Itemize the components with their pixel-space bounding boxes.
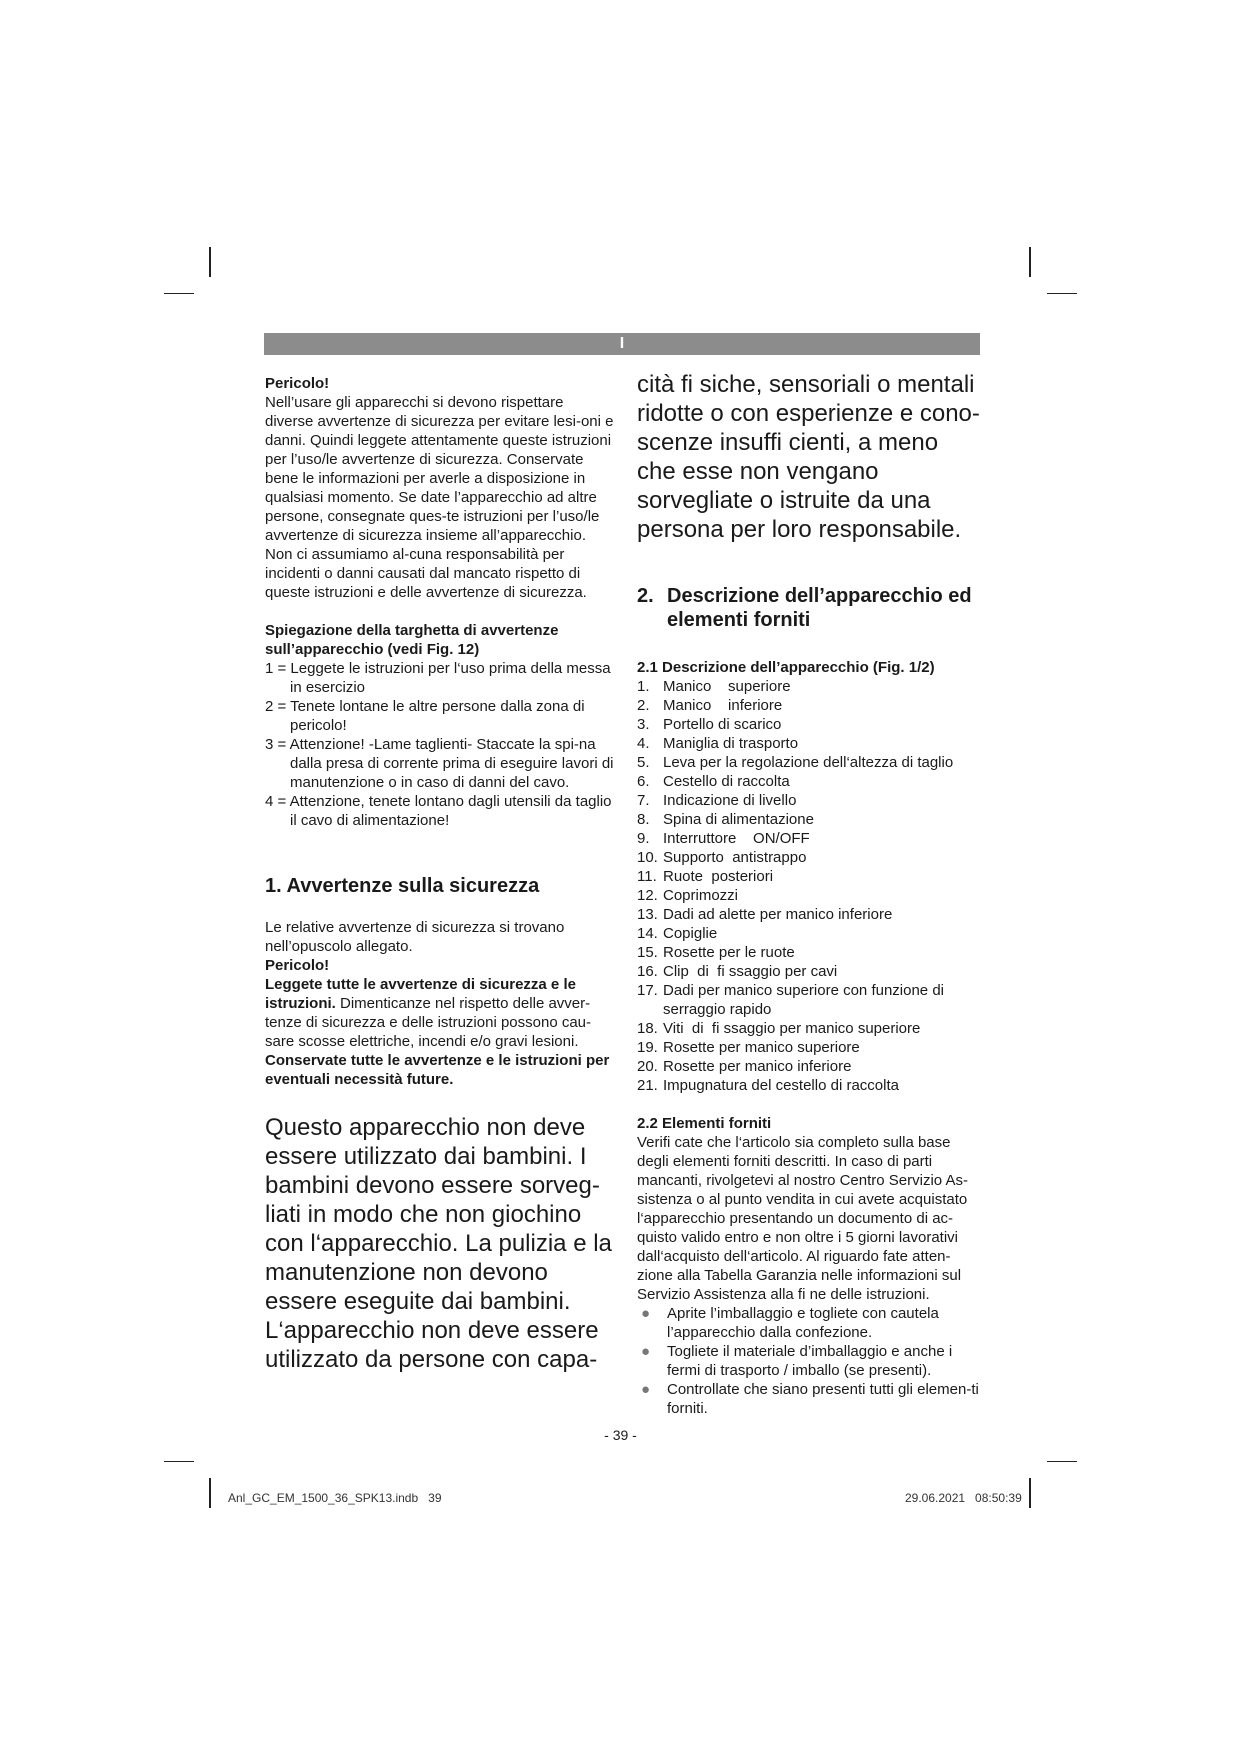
- warning-plate-list: [265, 659, 615, 830]
- subsection-2-2-title: 2.2 Elementi forniti: [637, 1115, 772, 1132]
- list-item: ● Togliete il materiale d’imballaggio e anche i fermi di trasporto / imballo (se presenti).: [637, 1342, 982, 1380]
- list-item: 18. Viti di fi ssaggio per manico superiore: [637, 1020, 921, 1037]
- language-header-bar: [264, 333, 980, 355]
- list-item: 3 = Attenzione! -Lame taglienti- Staccate la spi-na dalla presa di corrente prima di eseguire lavori di manutenzione o in caso di danni del cavo.: [265, 736, 614, 791]
- crop-mark: [1047, 293, 1077, 294]
- footer-datetime: 29.06.2021 08:50:39: [905, 1491, 1022, 1505]
- list-item: 3. Portello di scarico: [637, 716, 782, 733]
- children-warning-continued: cità fi siche, sensoriali o mentali ridotte o con esperienze e cono-scenze insuffi cienti, a meno che esse non vengano sorvegliate o istruite da una persona per loro responsabile.: [637, 371, 980, 543]
- section-1-title: 1. Avvertenze sulla sicurezza: [265, 875, 540, 897]
- list-item: 15. Rosette per le ruote: [637, 944, 795, 961]
- crop-mark: [1047, 1461, 1077, 1462]
- section-2-title: [637, 584, 982, 632]
- section-1-paragraph: [265, 975, 615, 1051]
- list-item: ● Controllate che siano presenti tutti gli elemen-ti forniti.: [637, 1380, 982, 1418]
- danger-title: Pericolo!: [265, 375, 330, 392]
- parts-list: [637, 677, 982, 1095]
- language-code: I: [619, 335, 625, 352]
- crop-mark: [1029, 1478, 1031, 1508]
- keep-instructions: Conservate tutte le avvertenze e le istruzioni per eventuali necessità future.: [265, 1052, 610, 1088]
- list-item: 4 = Attenzione, tenete lontano dagli utensili da taglio il cavo di alimentazione!: [265, 793, 612, 829]
- section-1-intro: Le relative avvertenze di sicurezza si trovano nell’opuscolo allegato.: [265, 919, 565, 955]
- list-item: 20. Rosette per manico inferiore: [637, 1058, 852, 1075]
- list-item: 6. Cestello di raccolta: [637, 773, 790, 790]
- list-item: 16. Clip di fi ssaggio per cavi: [637, 963, 838, 980]
- list-item: 4. Maniglia di trasporto: [637, 735, 799, 752]
- left-column: [265, 374, 615, 1374]
- list-item: 8. Spina di alimentazione: [637, 811, 814, 828]
- section-1-text: Dimenticanze nel rispetto delle avver-tenze di sicurezza e delle istruzioni possono cau-sare scosse elettriche, incendi e/o gravi lesioni.: [265, 995, 592, 1050]
- subsection-2-1-title: 2.1 Descrizione dell’apparecchio (Fig. 1/2): [637, 659, 935, 676]
- list-item: 12. Coprimozzi: [637, 887, 739, 904]
- list-item: 17. Dadi per manico superiore con funzione di serraggio rapido: [637, 982, 944, 1018]
- footer-filename: Anl_GC_EM_1500_36_SPK13.indb 39: [228, 1491, 442, 1505]
- bullet-icon: ●: [641, 1343, 651, 1360]
- crop-mark: [1029, 247, 1031, 277]
- list-item: 13. Dadi ad alette per manico inferiore: [637, 906, 893, 923]
- crop-mark: [209, 1478, 211, 1508]
- bullet-icon: ●: [641, 1381, 651, 1398]
- list-item: 11. Ruote posteriori: [637, 868, 774, 885]
- children-warning: Questo apparecchio non deve essere utilizzato dai bambini. I bambini devono essere sorveg-liati in modo che non giochino con l‘apparecchio. La pulizia e la manutenzione non devono essere eseguite dai bambini. L‘apparecchio non deve essere utilizzato da persone con capa-: [265, 1114, 612, 1373]
- crop-mark: [209, 247, 211, 277]
- list-item: 14. Copiglie: [637, 925, 718, 942]
- subsection-2-2-text: Verifi cate che l‘articolo sia completo sulla base degli elementi forniti descritti. In caso di parti mancanti, rivolgetevi al nostro Centro Servizio As-sistenza o al punto vendita in cui avete acquistato l‘apparecchio presentando un documento di ac-quisto valido entro e non oltre i 5 giorni lavorativi dall‘acquisto dell‘articolo. Al riguardo fate atten-zione alla Tabella Garanzia nelle informazioni sul Servizio Assistenza alla fi ne delle istruzioni.: [637, 1134, 968, 1303]
- crop-mark: [164, 293, 194, 294]
- list-item: 5. Leva per la regolazione dell‘altezza di taglio: [637, 754, 954, 771]
- list-item: 2. Manico inferiore: [637, 697, 783, 714]
- page-number: - 39 -: [604, 1427, 637, 1443]
- list-item: 1 = Leggete le istruzioni per l‘uso prima della messa in esercizio: [265, 660, 611, 696]
- section-1-danger: Pericolo!: [265, 957, 330, 974]
- bullet-list: [637, 1304, 982, 1418]
- right-column: [637, 370, 982, 1418]
- section-2-title-text: Descrizione dell’apparecchio ed elementi forniti: [667, 585, 972, 631]
- list-item: ● Aprite l’imballaggio e togliete con cautela l’apparecchio dalla confezione.: [637, 1304, 982, 1342]
- list-item: 2 = Tenete lontane le altre persone dalla zona di pericolo!: [265, 698, 585, 734]
- read-instructions-bold: Leggete tutte le avvertenze di sicurezza e le istruzioni.: [265, 976, 576, 1012]
- danger-text: Nell’usare gli apparecchi si devono rispettare diverse avvertenze di sicurezza per evitare lesi-oni e danni. Quindi leggete attentamente queste istruzioni per l’uso/le avvertenze di sicurezza. Conservate bene le informazioni per averle a disposizione in qualsiasi momento. Se date l’apparecchio ad altre persone, consegnate ques-te istruzioni per l’uso/le avvertenze di sicurezza insieme all’apparecchio. Non ci assumiamo al-cuna responsabilità per incidenti o danni causati dal mancato rispetto di queste istruzioni e delle avvertenze di sicurezza.: [265, 394, 614, 601]
- list-item: 7. Indicazione di livello: [637, 792, 797, 809]
- crop-mark: [164, 1461, 194, 1462]
- warning-plate-title: Spiegazione della targhetta di avvertenze sull’apparecchio (vedi Fig. 12): [265, 622, 559, 658]
- list-item: 10. Supporto antistrappo: [637, 849, 807, 866]
- section-2-number: 2.: [637, 585, 654, 607]
- list-item: 21. Impugnatura del cestello di raccolta: [637, 1077, 899, 1094]
- list-item: 9. Interruttore ON/OFF: [637, 830, 810, 847]
- list-item: 1. Manico superiore: [637, 678, 791, 695]
- list-item: 19. Rosette per manico superiore: [637, 1039, 860, 1056]
- bullet-icon: ●: [641, 1305, 651, 1322]
